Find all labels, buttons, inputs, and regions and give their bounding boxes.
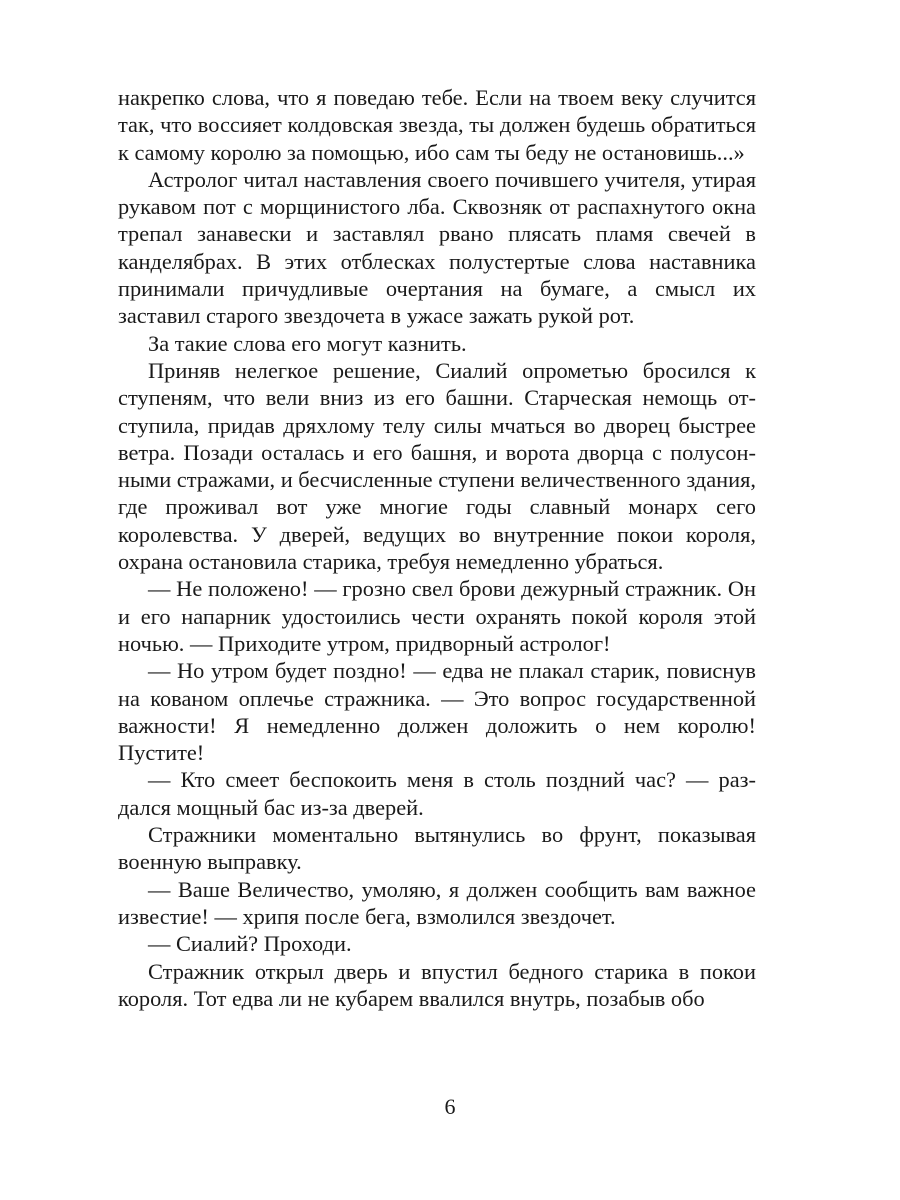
paragraph: Астролог читал наставления своего почившего учителя, утирая рукавом пот с морщинистого лба. Сквозняк от распахнутого окна трепал занавески и заставлял рвано плясать пламя свечей в канделябрах. В этих отблесках полустертые слова наставника принимали причудливые очертания на бумаге, а смысл их заставил старого звездочета в ужасе зажать рукой рот.: [118, 166, 756, 329]
body-text: [118, 84, 756, 1012]
paragraph: За такие слова его могут казнить.: [148, 330, 467, 356]
paragraph: — Ваше Величество, умоляю, я должен сообщить вам важное известие! — хрипя после бега, взмолился звездочет.: [118, 876, 756, 929]
paragraph: — Кто смеет беспокоить меня в столь поздний час? — раздался мощный бас из-за дверей.: [118, 767, 756, 820]
paragraph: Стражники моментально вытянулись во фрунт, показывая военную выправку.: [118, 822, 756, 875]
paragraph: — Но утром будет поздно! — едва не плакал старик, повиснув на кованом оплечье стражника. — Это вопрос государственной важности! Я немедленно должен доложить о нем королю! Пустите!: [118, 658, 756, 766]
page-number: 6: [444, 1094, 456, 1119]
paragraph: — Не положено! — грозно свел брови дежурный стражник. Он и его напарник удостоились чести охранять покой короля этой ночью. — Приходите утром, придворный астролог!: [118, 576, 756, 656]
paragraph: Приняв нелегкое решение, Сиалий опрометью бросился к ступеням, что вели вниз из его башни. Старческая немощь отступила, придав дряхлому телу силы мчаться во дворец быстрее ветра. Позади осталась и его башня, и ворота дворца с полусонными стражами, и бесчисленные ступени величественного здания, где проживал вот уже многие годы славный монарх сего королевства. У дверей, ведущих во внутренние покои короля, охрана остановила старика, требуя немедленно убраться.: [118, 357, 756, 575]
paragraph: накрепко слова, что я поведаю тебе. Если на твоем веку случится так, что воссияет колдовская звезда, ты должен будешь обратиться к самому королю за помощью, ибо сам ты беду не остановишь...»: [118, 85, 756, 165]
paragraph: Стражник открыл дверь и впустил бедного старика в покои короля. Тот едва ли не кубарем ввалился внутрь, позабыв обо: [118, 958, 756, 1011]
paragraph: — Сиалий? Проходи.: [148, 931, 352, 957]
